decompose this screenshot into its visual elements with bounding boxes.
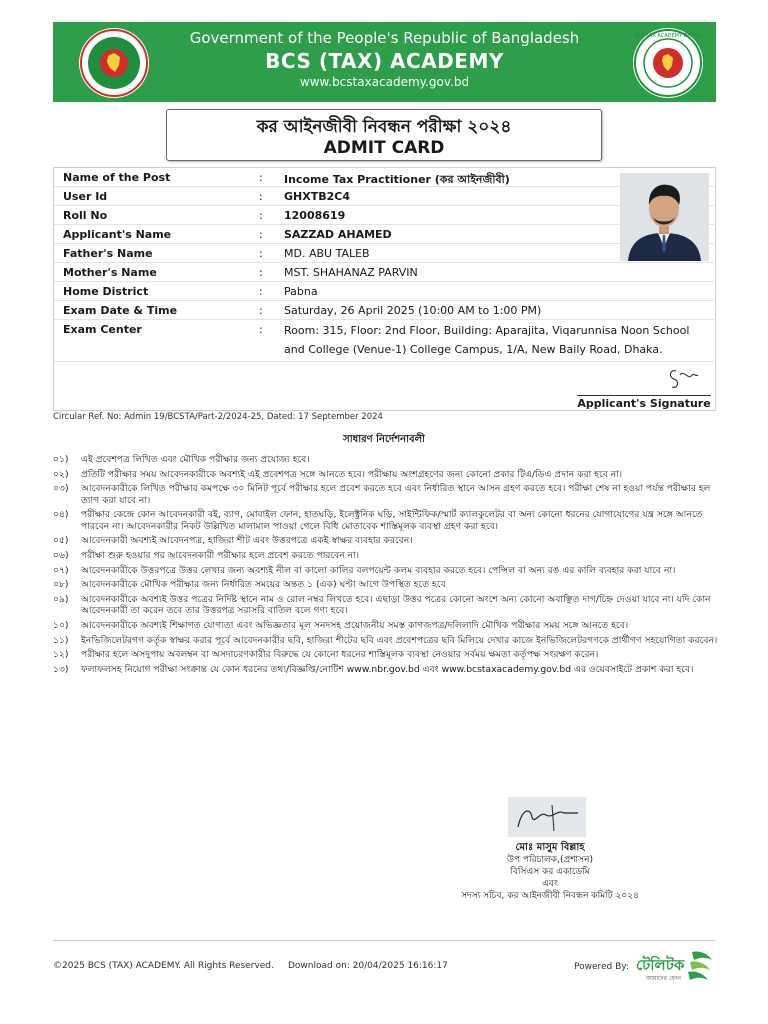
instruction-number: ০৪) bbox=[53, 509, 69, 521]
list-item bbox=[53, 594, 718, 616]
applicant-photo bbox=[620, 173, 709, 261]
info-label: Name of the Post bbox=[63, 171, 171, 184]
instruction-text: পরীক্ষা শুরু হওয়ার পর আবেদনকারী পরীক্ষার হলে প্রবেশ করতে পারবেন না। bbox=[81, 549, 360, 561]
instruction-number: ০৩) bbox=[53, 483, 69, 495]
teletalk-logo-icon bbox=[634, 948, 716, 984]
academy-seal-icon bbox=[633, 28, 703, 98]
instruction-number: ০৫) bbox=[53, 535, 69, 547]
academy-website: www.bcstaxacademy.gov.bd bbox=[299, 75, 470, 89]
instruction-number: ১০) bbox=[53, 619, 69, 631]
list-item bbox=[53, 469, 718, 480]
info-label: Exam Center bbox=[63, 323, 142, 336]
instruction-number: ১৩) bbox=[53, 664, 69, 676]
info-separator: : bbox=[259, 228, 263, 241]
signatory-name: মোঃ মাসুম বিল্লাহ bbox=[515, 842, 585, 853]
info-label: Mother's Name bbox=[63, 266, 157, 279]
header-banner bbox=[53, 22, 716, 102]
svg-text:টেলিটক: টেলিটক bbox=[636, 956, 685, 974]
list-item bbox=[53, 579, 718, 590]
instruction-text: পরীক্ষার কেন্দ্রে কোন আবেদনকারী বই, ব্যাগ, মোবাইল ফোন, হাতঘড়ি, ইলেক্ট্রনিক ঘড়ি, সাইন্টিফিক/স্মার্ট ক্যালকুলেটর বা অন্য কোনো ধরনের যোগাযোগের যন্ত্র সঙ্গে আনতে পারবেন না। আবেদনকারীর নিকট উল্লিখিত মালামাল পাওয়া গেলে বিধি মোতাবেক শাস্তিমূলক ব্যবস্থা গ্রহণ করা হবে। bbox=[81, 509, 703, 532]
instructions-title: সাধারণ নির্দেশনাবলী bbox=[343, 434, 425, 445]
signatory-line: উপ পরিচালক,(প্রশাসন) bbox=[507, 855, 593, 865]
list-item bbox=[53, 635, 718, 646]
authority-signatory bbox=[440, 842, 660, 902]
instruction-text: আবেদনকারীকে উত্তরপত্রে উত্তর লেখার জন্য অবশ্যই নীল বা কালো কালির বলপয়েন্ট কলম ব্যবহার করতে হবে। পেন্সিল বা অন্য রঙ এর কালি ব্যবহার করা যাবে না। bbox=[81, 564, 676, 576]
admit-card-heading: ADMIT CARD bbox=[323, 138, 445, 158]
instruction-text: আবেদনকারী অবশ্যই আবেদনপত্র, হাজিরা শীট এবং উত্তরপত্রে একই স্বাক্ষর ব্যবহার করবেন। bbox=[81, 535, 413, 547]
info-value: Saturday, 26 April 2025 (10:00 AM to 1:00 PM) bbox=[284, 304, 542, 317]
svg-text:আমাদের ফোন: আমাদের ফোন bbox=[646, 975, 681, 982]
footer-copyright: ©2025 BCS (TAX) ACADEMY. All Rights Reserved. bbox=[53, 961, 274, 971]
info-row-exam-center bbox=[54, 320, 714, 362]
instruction-text: প্রতিটি পরীক্ষার সময় আবেদনকারীকে অবশ্যই এই প্রবেশপত্র সঙ্গে আনতে হবে। পরীক্ষায় অংশগ্রহণের জন্য কোনো প্রকার টিএ/ডিএ প্রদান করা হবে না। bbox=[81, 468, 623, 480]
info-row-mother bbox=[54, 263, 714, 282]
info-label: Father's Name bbox=[63, 247, 153, 260]
info-label: Exam Date & Time bbox=[63, 304, 178, 317]
list-item bbox=[53, 483, 718, 505]
info-row-user-id bbox=[54, 187, 714, 206]
info-row-exam-date bbox=[54, 301, 714, 320]
instruction-number: ০৬) bbox=[53, 549, 69, 561]
list-item bbox=[53, 454, 718, 465]
instruction-text: আবেদনকারীকে মৌখিক পরীক্ষার জন্য নির্ধারিত সময়ের অন্তত ১ (এক) ঘণ্টা আগে উপস্থিত হতে হবে bbox=[81, 579, 446, 591]
info-label: Home District bbox=[63, 285, 149, 298]
info-value: GHXTB2C4 bbox=[284, 190, 350, 203]
instruction-number: ০২) bbox=[53, 468, 69, 480]
authority-signature-image bbox=[508, 797, 586, 837]
list-item bbox=[53, 550, 718, 561]
circular-reference: Circular Ref. No: Admin 19/BCSTA/Part-2/2024-25, Dated: 17 September 2024 bbox=[53, 412, 383, 422]
instruction-number: ০৯) bbox=[53, 594, 69, 606]
info-separator: : bbox=[259, 247, 263, 260]
list-item bbox=[53, 565, 718, 576]
info-value: Room: 315, Floor: 2nd Floor, Building: Aparajita, Viqarunnisa Noon School and College (Venue-1) College Campus, 1/A, New Baily Road, Dhaka. bbox=[284, 324, 690, 356]
admit-card-title bbox=[166, 109, 602, 161]
signatory-line: সদস্য সচিব, কর আইনজীবী নিবন্ধন কমিটি ২০২৪ bbox=[461, 891, 639, 901]
list-item bbox=[53, 535, 718, 546]
info-separator: : bbox=[259, 304, 263, 317]
instruction-number: ০৮) bbox=[53, 579, 69, 591]
instruction-number: ০৭) bbox=[53, 564, 69, 576]
footer-divider bbox=[53, 940, 716, 941]
instruction-number: ১১) bbox=[53, 634, 69, 646]
instruction-text: আবেদনকারীকে লিখিত পরীক্ষার কমপক্ষে ৩০ মিনিট পূর্বে পরীক্ষার হলে প্রবেশ করতে হবে এবং নির্ধারিত স্থানে আসন গ্রহণ করতে হবে। পরীক্ষা শেষ না হওয়া পর্যন্ত পরীক্ষার হল ত্যাগ করা যাবে না। bbox=[81, 483, 711, 506]
info-value: 12008619 bbox=[284, 209, 346, 222]
svg-text:BCS TAX ACADEMY DHAKA: BCS TAX ACADEMY DHAKA bbox=[634, 33, 702, 39]
applicant-signature-image bbox=[614, 363, 709, 393]
info-label: Applicant's Name bbox=[63, 228, 172, 241]
list-item bbox=[53, 620, 718, 631]
info-separator: : bbox=[259, 266, 263, 279]
exam-title-bn: কর আইনজীবী নিবন্ধন পরীক্ষা ২০২৪ bbox=[256, 117, 512, 137]
footer-download-time: Download on: 20/04/2025 16:16:17 bbox=[288, 961, 448, 971]
instruction-text: আবেদনকারীকে অবশ্যই শিক্ষাগত যোগ্যতা এবং অভিজ্ঞতার মূল সনদসহ প্রয়োজনীয় সমস্ত কাগজপত্র/দলিলাদি মৌখিক পরীক্ষার সময় সঙ্গে আনতে হবে। bbox=[81, 619, 629, 631]
list-item bbox=[53, 509, 718, 531]
instruction-number: ১২) bbox=[53, 649, 69, 661]
info-value: MST. SHAHANAZ PARVIN bbox=[284, 266, 418, 279]
info-label: Roll No bbox=[63, 209, 108, 222]
info-value: SAZZAD AHAMED bbox=[284, 228, 392, 241]
instruction-text: ফলাফলসহ নিয়োগ পরীক্ষা সংক্রান্ত যে কোন ধরনের তথ্য/বিজ্ঞপ্তি/নোটিশ www.nbr.gov.bd এবং www.bcstaxacademy.gov.bd এর ওয়েবসাইটে প্রকাশ করা হবে। bbox=[81, 664, 694, 676]
info-separator: : bbox=[259, 285, 263, 298]
powered-by-label: Powered By: bbox=[574, 962, 630, 972]
instruction-text: এই প্রবেশপত্র লিখিত এবং মৌখিক পরীক্ষার জন্য প্রযোজ্য হবে। bbox=[81, 454, 310, 465]
info-row-roll bbox=[54, 206, 714, 225]
government-line: Government of the People's Republic of Bangladesh bbox=[189, 29, 580, 47]
info-separator: : bbox=[259, 209, 263, 222]
instruction-number: ০১) bbox=[53, 454, 69, 465]
info-separator: : bbox=[259, 171, 263, 184]
applicant-signature-label: Applicant's Signature bbox=[577, 397, 711, 410]
applicant-info-table bbox=[53, 167, 716, 411]
instruction-text: আবেদনকারীকে অবশ্যই উত্তর পত্রের নির্দিষ্ট স্থানে নাম ও রোল নম্বর লিখতে হবে। এছাড়া উত্তর পত্রের কোনো অংশে অন্য কোনো অবাঞ্ছিত দাগ/চিহ্ন দেওয়া যাবে না। যদি কোন আবেদনকারী তা করেন তবে তার উত্তরপত্র সরাসরি বাতিল বলে গণ্য হবে। bbox=[81, 594, 711, 617]
instruction-text: পরীক্ষার হলে অসদুপায় অবলম্বন বা অসদাচরণকারীর বিরুদ্ধে যে কোনো ধরনের শাস্তিমূলক ব্যবস্থা নেওয়ার সর্বময় ক্ষমতা কর্তৃপক্ষ সংরক্ষণ করেন। bbox=[81, 649, 599, 661]
instruction-text: ইনভিজিলেটরগণ কর্তৃক স্বাক্ষর করার পূর্বে আবেদনকারীর ছবি, হাজিরা শীটের ছবি এবং প্রবেশপত্রের ছবি মিলিয়ে দেখার কাজে ইনভিজিলেটরগণকে প্রার্থীগণ সহযোগিতা করবেন। bbox=[81, 634, 718, 646]
info-separator: : bbox=[259, 190, 263, 203]
list-item bbox=[53, 664, 718, 675]
info-row-post bbox=[54, 168, 714, 187]
info-row-district bbox=[54, 282, 714, 301]
info-row-father bbox=[54, 244, 714, 263]
info-label: User Id bbox=[63, 190, 108, 203]
info-row-applicant-name bbox=[54, 225, 714, 244]
signatory-line: বিসিএস কর একাডেমি bbox=[510, 867, 590, 877]
info-separator: : bbox=[259, 323, 263, 336]
instructions-list bbox=[53, 454, 718, 679]
info-value: Pabna bbox=[284, 285, 318, 298]
list-item bbox=[53, 649, 718, 660]
signatory-line: এবং bbox=[542, 879, 558, 889]
info-value: Income Tax Practitioner (কর আইনজীবী) bbox=[284, 173, 510, 186]
academy-name: BCS (TAX) ACADEMY bbox=[265, 49, 504, 73]
info-value: MD. ABU TALEB bbox=[284, 247, 370, 260]
